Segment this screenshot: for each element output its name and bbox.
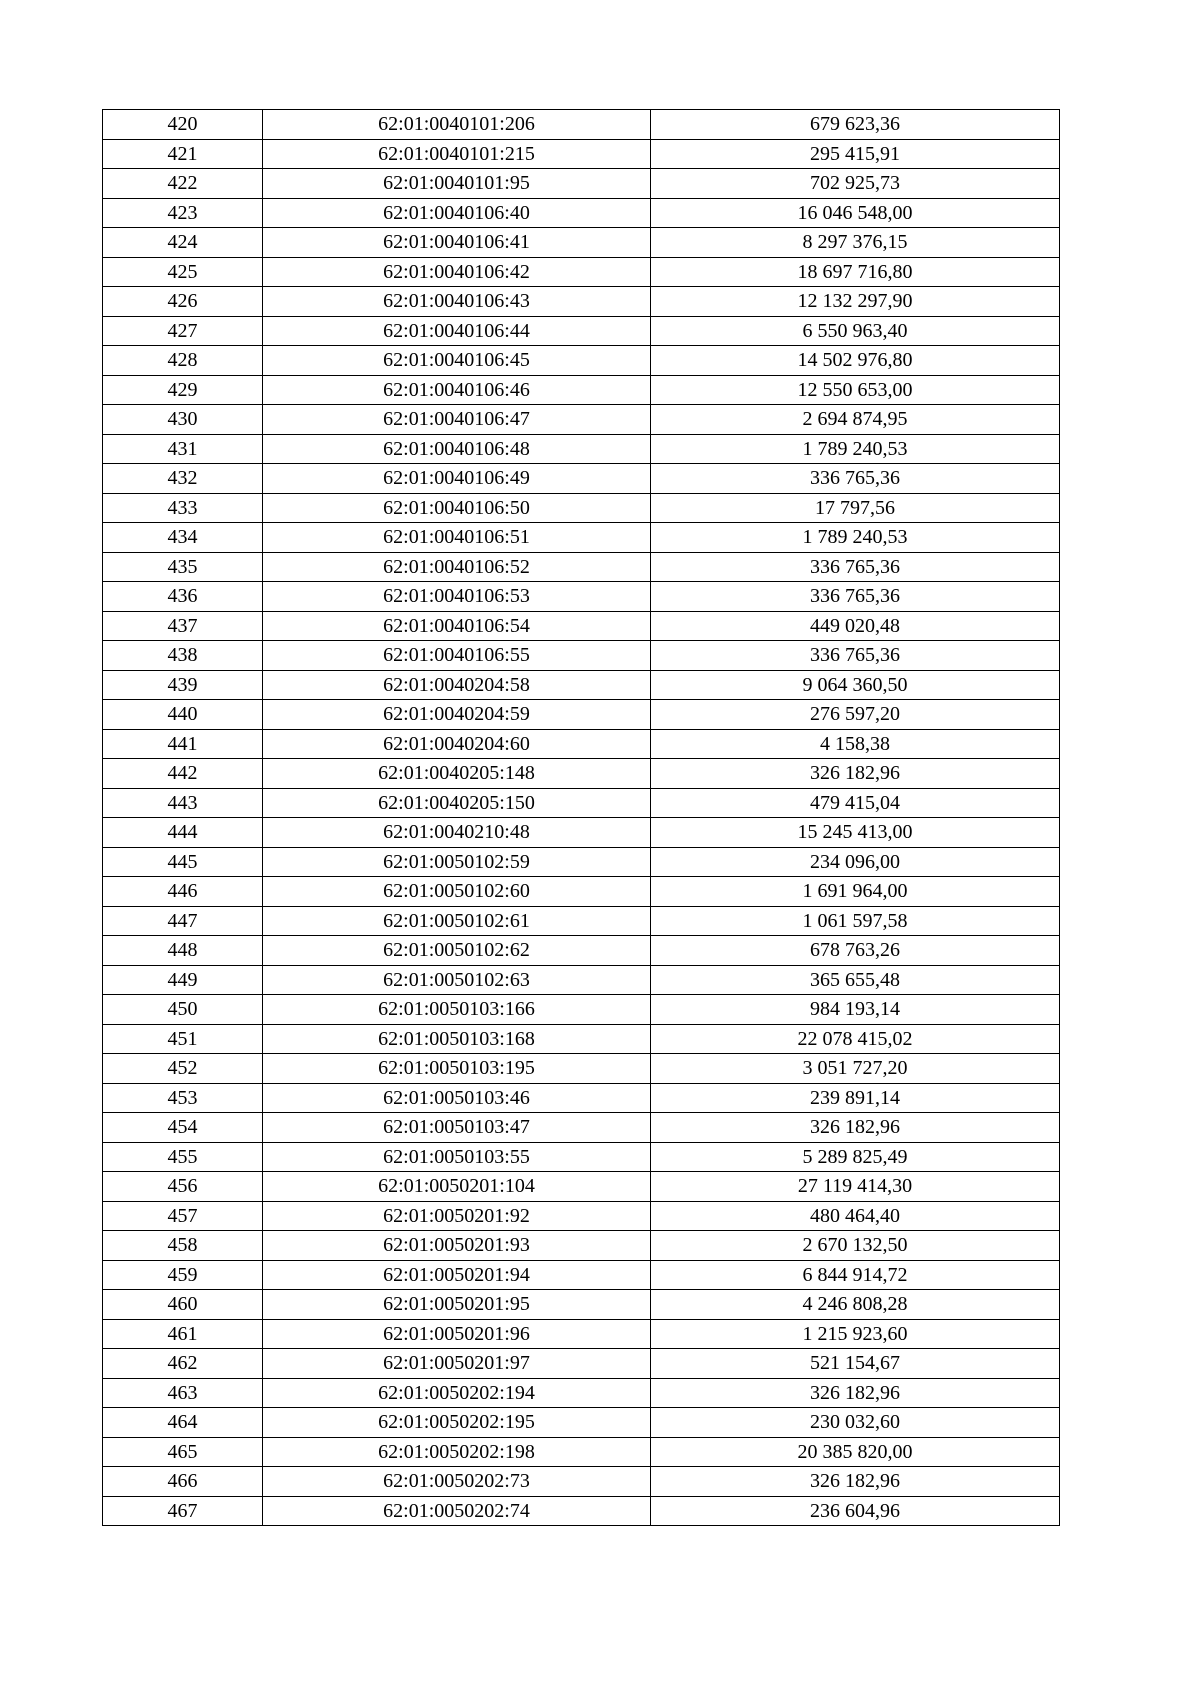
table-row bbox=[103, 759, 1060, 789]
table-body bbox=[103, 110, 1060, 1526]
cadastral-number-cell: 62:01:0050103:46 bbox=[263, 1083, 651, 1113]
table-row bbox=[103, 700, 1060, 730]
cadastral-value-cell: 8 297 376,15 bbox=[651, 228, 1060, 258]
cadastral-number-cell: 62:01:0050102:59 bbox=[263, 847, 651, 877]
cadastral-number-cell: 62:01:0040210:48 bbox=[263, 818, 651, 848]
cadastral-number-cell: 62:01:0040106:53 bbox=[263, 582, 651, 612]
row-number-cell: 436 bbox=[103, 582, 263, 612]
table-row bbox=[103, 434, 1060, 464]
cadastral-value-cell: 14 502 976,80 bbox=[651, 346, 1060, 376]
table-row bbox=[103, 1142, 1060, 1172]
table-row bbox=[103, 493, 1060, 523]
table-row bbox=[103, 523, 1060, 553]
cadastral-value-table bbox=[102, 109, 1060, 1526]
cadastral-value-cell: 12 132 297,90 bbox=[651, 287, 1060, 317]
cadastral-value-cell: 678 763,26 bbox=[651, 936, 1060, 966]
cadastral-value-cell: 16 046 548,00 bbox=[651, 198, 1060, 228]
cadastral-number-cell: 62:01:0040204:58 bbox=[263, 670, 651, 700]
row-number-cell: 459 bbox=[103, 1260, 263, 1290]
cadastral-value-cell: 295 415,91 bbox=[651, 139, 1060, 169]
row-number-cell: 442 bbox=[103, 759, 263, 789]
cadastral-number-cell: 62:01:0040106:46 bbox=[263, 375, 651, 405]
row-number-cell: 423 bbox=[103, 198, 263, 228]
row-number-cell: 466 bbox=[103, 1467, 263, 1497]
row-number-cell: 465 bbox=[103, 1437, 263, 1467]
table-row bbox=[103, 788, 1060, 818]
cadastral-number-cell: 62:01:0050201:92 bbox=[263, 1201, 651, 1231]
table-row bbox=[103, 847, 1060, 877]
cadastral-number-cell: 62:01:0040106:48 bbox=[263, 434, 651, 464]
cadastral-number-cell: 62:01:0050102:61 bbox=[263, 906, 651, 936]
cadastral-value-cell: 17 797,56 bbox=[651, 493, 1060, 523]
row-number-cell: 432 bbox=[103, 464, 263, 494]
table-row bbox=[103, 464, 1060, 494]
cadastral-number-cell: 62:01:0040106:45 bbox=[263, 346, 651, 376]
cadastral-number-cell: 62:01:0040106:40 bbox=[263, 198, 651, 228]
table-row bbox=[103, 1378, 1060, 1408]
table-row bbox=[103, 582, 1060, 612]
cadastral-number-cell: 62:01:0040101:206 bbox=[263, 110, 651, 140]
cadastral-number-cell: 62:01:0040106:49 bbox=[263, 464, 651, 494]
table-row bbox=[103, 936, 1060, 966]
table-row bbox=[103, 1290, 1060, 1320]
table-row bbox=[103, 818, 1060, 848]
cadastral-number-cell: 62:01:0040106:47 bbox=[263, 405, 651, 435]
table-row bbox=[103, 257, 1060, 287]
cadastral-value-cell: 15 245 413,00 bbox=[651, 818, 1060, 848]
cadastral-value-cell: 1 061 597,58 bbox=[651, 906, 1060, 936]
cadastral-value-cell: 4 246 808,28 bbox=[651, 1290, 1060, 1320]
cadastral-value-cell: 336 765,36 bbox=[651, 641, 1060, 671]
cadastral-value-cell: 984 193,14 bbox=[651, 995, 1060, 1025]
cadastral-value-cell: 365 655,48 bbox=[651, 965, 1060, 995]
row-number-cell: 467 bbox=[103, 1496, 263, 1526]
table-row bbox=[103, 316, 1060, 346]
cadastral-value-cell: 6 550 963,40 bbox=[651, 316, 1060, 346]
cadastral-value-cell: 5 289 825,49 bbox=[651, 1142, 1060, 1172]
cadastral-value-cell: 326 182,96 bbox=[651, 1378, 1060, 1408]
row-number-cell: 425 bbox=[103, 257, 263, 287]
cadastral-number-cell: 62:01:0040205:150 bbox=[263, 788, 651, 818]
cadastral-number-cell: 62:01:0050201:96 bbox=[263, 1319, 651, 1349]
cadastral-value-cell: 12 550 653,00 bbox=[651, 375, 1060, 405]
table-row bbox=[103, 670, 1060, 700]
row-number-cell: 463 bbox=[103, 1378, 263, 1408]
cadastral-number-cell: 62:01:0050202:195 bbox=[263, 1408, 651, 1438]
row-number-cell: 433 bbox=[103, 493, 263, 523]
table-row bbox=[103, 228, 1060, 258]
table-row bbox=[103, 965, 1060, 995]
row-number-cell: 421 bbox=[103, 139, 263, 169]
row-number-cell: 452 bbox=[103, 1054, 263, 1084]
cadastral-value-cell: 2 670 132,50 bbox=[651, 1231, 1060, 1261]
cadastral-value-cell: 1 789 240,53 bbox=[651, 523, 1060, 553]
table-row bbox=[103, 1024, 1060, 1054]
row-number-cell: 440 bbox=[103, 700, 263, 730]
cadastral-value-cell: 521 154,67 bbox=[651, 1349, 1060, 1379]
cadastral-value-cell: 27 119 414,30 bbox=[651, 1172, 1060, 1202]
row-number-cell: 450 bbox=[103, 995, 263, 1025]
cadastral-value-cell: 480 464,40 bbox=[651, 1201, 1060, 1231]
table-row bbox=[103, 1319, 1060, 1349]
row-number-cell: 455 bbox=[103, 1142, 263, 1172]
table-row bbox=[103, 110, 1060, 140]
row-number-cell: 422 bbox=[103, 169, 263, 199]
cadastral-number-cell: 62:01:0040101:215 bbox=[263, 139, 651, 169]
cadastral-number-cell: 62:01:0050201:95 bbox=[263, 1290, 651, 1320]
row-number-cell: 454 bbox=[103, 1113, 263, 1143]
cadastral-number-cell: 62:01:0050103:47 bbox=[263, 1113, 651, 1143]
cadastral-number-cell: 62:01:0040106:41 bbox=[263, 228, 651, 258]
row-number-cell: 447 bbox=[103, 906, 263, 936]
row-number-cell: 420 bbox=[103, 110, 263, 140]
cadastral-value-cell: 239 891,14 bbox=[651, 1083, 1060, 1113]
cadastral-value-cell: 336 765,36 bbox=[651, 582, 1060, 612]
cadastral-value-cell: 22 078 415,02 bbox=[651, 1024, 1060, 1054]
row-number-cell: 430 bbox=[103, 405, 263, 435]
cadastral-value-cell: 230 032,60 bbox=[651, 1408, 1060, 1438]
cadastral-value-cell: 449 020,48 bbox=[651, 611, 1060, 641]
cadastral-value-cell: 6 844 914,72 bbox=[651, 1260, 1060, 1290]
row-number-cell: 437 bbox=[103, 611, 263, 641]
cadastral-number-cell: 62:01:0050201:97 bbox=[263, 1349, 651, 1379]
row-number-cell: 446 bbox=[103, 877, 263, 907]
row-number-cell: 451 bbox=[103, 1024, 263, 1054]
cadastral-value-cell: 18 697 716,80 bbox=[651, 257, 1060, 287]
row-number-cell: 439 bbox=[103, 670, 263, 700]
table-row bbox=[103, 1054, 1060, 1084]
row-number-cell: 438 bbox=[103, 641, 263, 671]
table-row bbox=[103, 729, 1060, 759]
cadastral-number-cell: 62:01:0050201:93 bbox=[263, 1231, 651, 1261]
cadastral-number-cell: 62:01:0040106:43 bbox=[263, 287, 651, 317]
cadastral-value-cell: 4 158,38 bbox=[651, 729, 1060, 759]
row-number-cell: 449 bbox=[103, 965, 263, 995]
row-number-cell: 458 bbox=[103, 1231, 263, 1261]
cadastral-value-cell: 326 182,96 bbox=[651, 1113, 1060, 1143]
table-row bbox=[103, 1201, 1060, 1231]
table-row bbox=[103, 1467, 1060, 1497]
table-row bbox=[103, 346, 1060, 376]
row-number-cell: 426 bbox=[103, 287, 263, 317]
table-row bbox=[103, 287, 1060, 317]
row-number-cell: 443 bbox=[103, 788, 263, 818]
row-number-cell: 457 bbox=[103, 1201, 263, 1231]
cadastral-number-cell: 62:01:0050201:104 bbox=[263, 1172, 651, 1202]
row-number-cell: 441 bbox=[103, 729, 263, 759]
cadastral-number-cell: 62:01:0040204:59 bbox=[263, 700, 651, 730]
cadastral-value-cell: 20 385 820,00 bbox=[651, 1437, 1060, 1467]
cadastral-value-cell: 2 694 874,95 bbox=[651, 405, 1060, 435]
table-row bbox=[103, 1408, 1060, 1438]
cadastral-number-cell: 62:01:0050102:60 bbox=[263, 877, 651, 907]
cadastral-number-cell: 62:01:0050102:62 bbox=[263, 936, 651, 966]
cadastral-number-cell: 62:01:0040205:148 bbox=[263, 759, 651, 789]
cadastral-value-cell: 9 064 360,50 bbox=[651, 670, 1060, 700]
row-number-cell: 462 bbox=[103, 1349, 263, 1379]
cadastral-value-cell: 1 789 240,53 bbox=[651, 434, 1060, 464]
cadastral-number-cell: 62:01:0050202:73 bbox=[263, 1467, 651, 1497]
table-row bbox=[103, 611, 1060, 641]
cadastral-number-cell: 62:01:0050202:198 bbox=[263, 1437, 651, 1467]
row-number-cell: 456 bbox=[103, 1172, 263, 1202]
table-row bbox=[103, 1113, 1060, 1143]
table-row bbox=[103, 1496, 1060, 1526]
table-row bbox=[103, 405, 1060, 435]
table-row bbox=[103, 1172, 1060, 1202]
cadastral-number-cell: 62:01:0040101:95 bbox=[263, 169, 651, 199]
cadastral-value-cell: 326 182,96 bbox=[651, 1467, 1060, 1497]
row-number-cell: 429 bbox=[103, 375, 263, 405]
cadastral-value-cell: 3 051 727,20 bbox=[651, 1054, 1060, 1084]
cadastral-value-cell: 276 597,20 bbox=[651, 700, 1060, 730]
row-number-cell: 444 bbox=[103, 818, 263, 848]
row-number-cell: 427 bbox=[103, 316, 263, 346]
table-row bbox=[103, 1437, 1060, 1467]
row-number-cell: 434 bbox=[103, 523, 263, 553]
cadastral-number-cell: 62:01:0050103:166 bbox=[263, 995, 651, 1025]
cadastral-number-cell: 62:01:0050202:194 bbox=[263, 1378, 651, 1408]
cadastral-value-cell: 336 765,36 bbox=[651, 552, 1060, 582]
cadastral-value-cell: 234 096,00 bbox=[651, 847, 1060, 877]
cadastral-value-cell: 1 691 964,00 bbox=[651, 877, 1060, 907]
cadastral-number-cell: 62:01:0040106:42 bbox=[263, 257, 651, 287]
table-row bbox=[103, 169, 1060, 199]
table-row bbox=[103, 198, 1060, 228]
cadastral-value-cell: 236 604,96 bbox=[651, 1496, 1060, 1526]
cadastral-number-cell: 62:01:0040204:60 bbox=[263, 729, 651, 759]
table-row bbox=[103, 1260, 1060, 1290]
cadastral-number-cell: 62:01:0050103:195 bbox=[263, 1054, 651, 1084]
cadastral-number-cell: 62:01:0050103:168 bbox=[263, 1024, 651, 1054]
row-number-cell: 431 bbox=[103, 434, 263, 464]
table-row bbox=[103, 641, 1060, 671]
table-row bbox=[103, 906, 1060, 936]
cadastral-number-cell: 62:01:0040106:52 bbox=[263, 552, 651, 582]
row-number-cell: 435 bbox=[103, 552, 263, 582]
cadastral-value-cell: 326 182,96 bbox=[651, 759, 1060, 789]
cadastral-value-cell: 1 215 923,60 bbox=[651, 1319, 1060, 1349]
cadastral-value-cell: 336 765,36 bbox=[651, 464, 1060, 494]
table-row bbox=[103, 552, 1060, 582]
cadastral-number-cell: 62:01:0050103:55 bbox=[263, 1142, 651, 1172]
table-row bbox=[103, 1231, 1060, 1261]
row-number-cell: 424 bbox=[103, 228, 263, 258]
cadastral-number-cell: 62:01:0040106:54 bbox=[263, 611, 651, 641]
row-number-cell: 448 bbox=[103, 936, 263, 966]
cadastral-number-cell: 62:01:0040106:51 bbox=[263, 523, 651, 553]
cadastral-number-cell: 62:01:0040106:50 bbox=[263, 493, 651, 523]
cadastral-number-cell: 62:01:0050102:63 bbox=[263, 965, 651, 995]
row-number-cell: 460 bbox=[103, 1290, 263, 1320]
row-number-cell: 464 bbox=[103, 1408, 263, 1438]
cadastral-number-cell: 62:01:0040106:44 bbox=[263, 316, 651, 346]
cadastral-number-cell: 62:01:0040106:55 bbox=[263, 641, 651, 671]
row-number-cell: 428 bbox=[103, 346, 263, 376]
table-row bbox=[103, 995, 1060, 1025]
table-row bbox=[103, 1349, 1060, 1379]
table-row bbox=[103, 1083, 1060, 1113]
table-row bbox=[103, 375, 1060, 405]
row-number-cell: 461 bbox=[103, 1319, 263, 1349]
cadastral-value-cell: 702 925,73 bbox=[651, 169, 1060, 199]
row-number-cell: 453 bbox=[103, 1083, 263, 1113]
row-number-cell: 445 bbox=[103, 847, 263, 877]
cadastral-value-cell: 479 415,04 bbox=[651, 788, 1060, 818]
cadastral-number-cell: 62:01:0050201:94 bbox=[263, 1260, 651, 1290]
cadastral-value-cell: 679 623,36 bbox=[651, 110, 1060, 140]
table-row bbox=[103, 877, 1060, 907]
cadastral-number-cell: 62:01:0050202:74 bbox=[263, 1496, 651, 1526]
table-row bbox=[103, 139, 1060, 169]
